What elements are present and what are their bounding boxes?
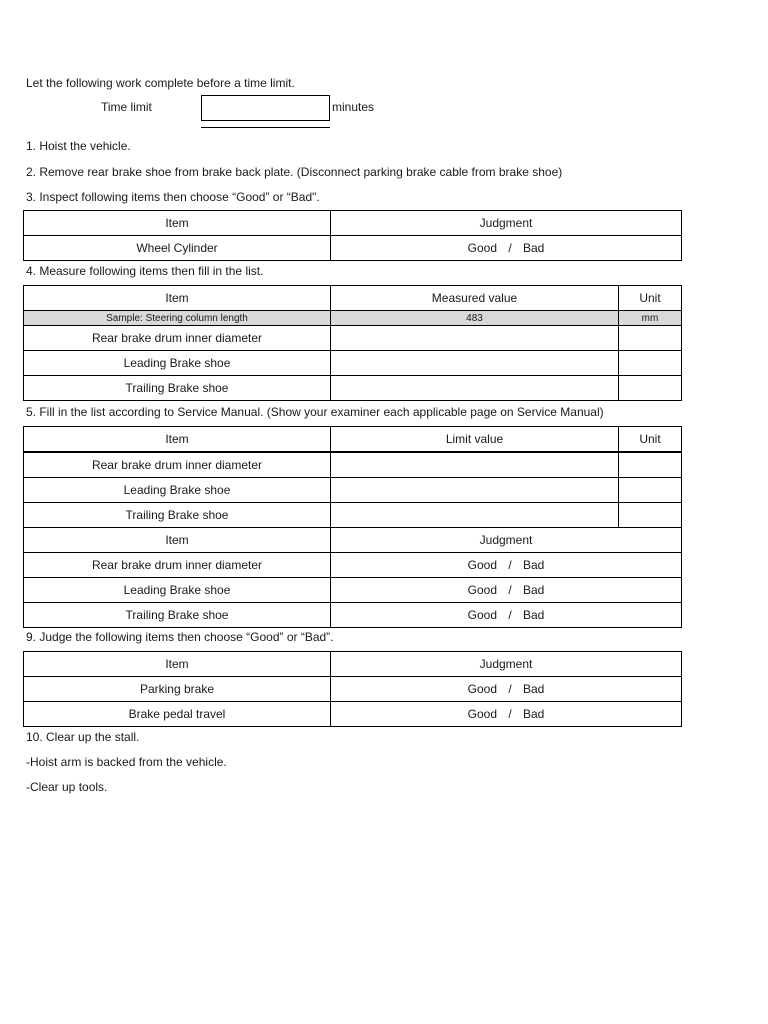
header-item: Item bbox=[24, 427, 331, 453]
step-9: 9. Judge the following items then choose “Good” or “Bad”. bbox=[26, 630, 334, 644]
step-4: 4. Measure following items then fill in the list. bbox=[26, 264, 264, 278]
measured-value-cell[interactable] bbox=[331, 376, 619, 401]
measure-table bbox=[23, 285, 682, 401]
option-separator: / bbox=[508, 682, 512, 696]
step-10: 10. Clear up the stall. bbox=[26, 730, 140, 744]
table-row bbox=[24, 478, 682, 503]
step-3: 3. Inspect following items then choose “Good” or “Bad". bbox=[26, 190, 320, 204]
table-header-row bbox=[24, 528, 682, 553]
option-bad[interactable]: Bad bbox=[523, 682, 545, 696]
time-limit-underline bbox=[201, 127, 330, 128]
judge-table bbox=[23, 651, 682, 727]
measured-value-cell[interactable] bbox=[331, 351, 619, 376]
item-cell: Wheel Cylinder bbox=[24, 236, 331, 261]
option-good[interactable]: Good bbox=[467, 608, 497, 622]
option-bad[interactable]: Bad bbox=[523, 241, 545, 255]
item-cell: Leading Brake shoe bbox=[24, 578, 331, 603]
item-cell: Leading Brake shoe bbox=[24, 478, 331, 503]
table-row bbox=[24, 236, 682, 261]
option-separator: / bbox=[508, 241, 512, 255]
item-cell: Parking brake bbox=[24, 677, 331, 702]
unit-cell[interactable] bbox=[619, 452, 682, 478]
option-good[interactable]: Good bbox=[467, 707, 497, 721]
table-row bbox=[24, 351, 682, 376]
judgment-cell[interactable] bbox=[331, 578, 682, 603]
unit-cell[interactable] bbox=[619, 351, 682, 376]
option-separator: / bbox=[508, 707, 512, 721]
option-bad[interactable]: Bad bbox=[523, 583, 545, 597]
header-unit: Unit bbox=[619, 286, 682, 311]
sample-item: Sample: Steering column length bbox=[24, 311, 331, 326]
item-cell: Rear brake drum inner diameter bbox=[24, 326, 331, 351]
intro-text: Let the following work complete before a time limit. bbox=[26, 76, 295, 90]
table-row bbox=[24, 702, 682, 727]
item-cell: Leading Brake shoe bbox=[24, 351, 331, 376]
time-limit-input[interactable] bbox=[201, 95, 330, 121]
step-10-tools: -Clear up tools. bbox=[26, 780, 108, 794]
option-bad[interactable]: Bad bbox=[523, 608, 545, 622]
item-cell: Rear brake drum inner diameter bbox=[24, 452, 331, 478]
table-header-row bbox=[24, 211, 682, 236]
unit-cell[interactable] bbox=[619, 478, 682, 503]
item-cell: Trailing Brake shoe bbox=[24, 503, 331, 528]
option-bad[interactable]: Bad bbox=[523, 558, 545, 572]
inspect-table bbox=[23, 210, 682, 261]
step-1: 1. Hoist the vehicle. bbox=[26, 139, 131, 153]
judgment-cell[interactable] bbox=[331, 702, 682, 727]
option-separator: / bbox=[508, 558, 512, 572]
sample-value: 483 bbox=[331, 311, 619, 326]
judgment-cell[interactable] bbox=[331, 677, 682, 702]
header-item: Item bbox=[24, 211, 331, 236]
item-cell: Trailing Brake shoe bbox=[24, 376, 331, 401]
judgment-cell[interactable] bbox=[331, 603, 682, 628]
table-row bbox=[24, 503, 682, 528]
limit-value-cell[interactable] bbox=[331, 503, 619, 528]
header-item: Item bbox=[24, 286, 331, 311]
header-judgment: Judgment bbox=[331, 211, 682, 236]
table-header-row bbox=[24, 652, 682, 677]
header-limit-value: Limit value bbox=[331, 427, 619, 453]
judgment-cell[interactable] bbox=[331, 553, 682, 578]
item-cell: Brake pedal travel bbox=[24, 702, 331, 727]
unit-cell[interactable] bbox=[619, 503, 682, 528]
step-10-hoist: -Hoist arm is backed from the vehicle. bbox=[26, 755, 227, 769]
option-good[interactable]: Good bbox=[467, 558, 497, 572]
option-separator: / bbox=[508, 608, 512, 622]
header-item: Item bbox=[24, 652, 331, 677]
table-row bbox=[24, 677, 682, 702]
unit-cell[interactable] bbox=[619, 326, 682, 351]
header-item: Item bbox=[24, 528, 331, 553]
table-header-row bbox=[24, 427, 682, 453]
header-measured-value: Measured value bbox=[331, 286, 619, 311]
table-row bbox=[24, 452, 682, 478]
table-row bbox=[24, 578, 682, 603]
option-good[interactable]: Good bbox=[467, 682, 497, 696]
step-2: 2. Remove rear brake shoe from brake back plate. (Disconnect parking brake cable from brake shoe) bbox=[26, 165, 563, 179]
step-5: 5. Fill in the list according to Service Manual. (Show your examiner each applicable page on Service Manual) bbox=[26, 405, 604, 419]
option-separator: / bbox=[508, 583, 512, 597]
sample-row bbox=[24, 311, 682, 326]
limit-value-cell[interactable] bbox=[331, 478, 619, 503]
measured-value-cell[interactable] bbox=[331, 326, 619, 351]
table-row bbox=[24, 603, 682, 628]
item-cell: Trailing Brake shoe bbox=[24, 603, 331, 628]
table-header-row bbox=[24, 286, 682, 311]
limit-value-cell[interactable] bbox=[331, 452, 619, 478]
option-bad[interactable]: Bad bbox=[523, 707, 545, 721]
option-good[interactable]: Good bbox=[467, 241, 497, 255]
unit-cell[interactable] bbox=[619, 376, 682, 401]
table-row bbox=[24, 326, 682, 351]
header-judgment: Judgment bbox=[331, 528, 682, 553]
time-limit-label: Time limit bbox=[101, 100, 152, 114]
limit-table bbox=[23, 426, 682, 628]
header-unit: Unit bbox=[619, 427, 682, 453]
table-row bbox=[24, 553, 682, 578]
item-cell: Rear brake drum inner diameter bbox=[24, 553, 331, 578]
option-good[interactable]: Good bbox=[467, 583, 497, 597]
judgment-cell[interactable] bbox=[331, 236, 682, 261]
time-limit-unit: minutes bbox=[332, 100, 375, 114]
sample-unit: mm bbox=[619, 311, 682, 326]
table-row bbox=[24, 376, 682, 401]
header-judgment: Judgment bbox=[331, 652, 682, 677]
